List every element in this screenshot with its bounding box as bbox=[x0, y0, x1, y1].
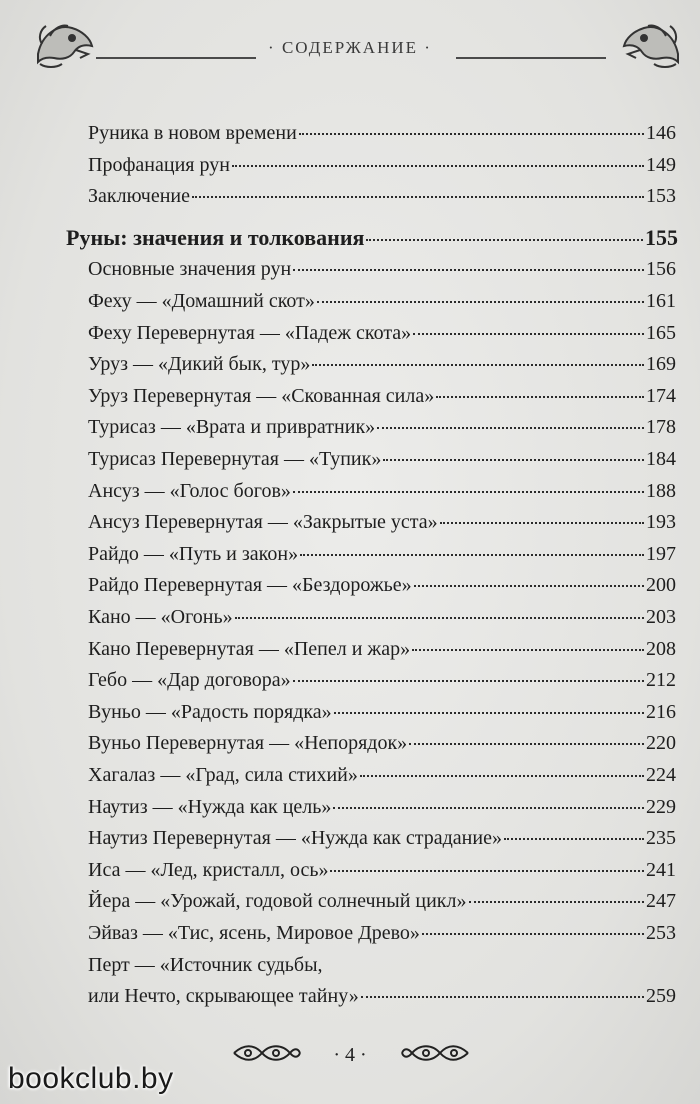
dot-leader bbox=[469, 901, 645, 903]
toc-entry-page: 149 bbox=[646, 153, 676, 176]
toc-entry-label: Кано — «Огонь» bbox=[88, 606, 233, 628]
dot-leader bbox=[413, 333, 644, 335]
toc-entry bbox=[88, 416, 676, 439]
toc-entry-page: 174 bbox=[646, 384, 676, 407]
header-dot: · bbox=[418, 38, 432, 57]
toc-entry-label: Феху — «Домашний скот» bbox=[88, 290, 315, 312]
toc-entry-page: 193 bbox=[646, 511, 676, 534]
toc-entry bbox=[88, 543, 676, 566]
toc-entry-label: Заключение bbox=[88, 185, 190, 208]
toc-entry-label: Ансуз Перевернутая — «Закрытые уста» bbox=[88, 511, 438, 534]
footer-dot: · bbox=[355, 1044, 367, 1066]
dot-leader bbox=[361, 996, 644, 998]
toc-entry-page: 247 bbox=[646, 890, 676, 913]
toc-entry-label: Райдо — «Путь и закон» bbox=[88, 542, 299, 565]
toc-entry-page: 156 bbox=[646, 258, 676, 281]
toc-entry-page: 155 bbox=[645, 224, 678, 250]
toc-entry-page: 212 bbox=[646, 669, 676, 692]
toc-entry-page: 229 bbox=[646, 795, 676, 818]
dot-leader bbox=[440, 522, 644, 524]
toc-entry-page: 197 bbox=[646, 542, 676, 565]
dot-leader bbox=[299, 133, 644, 135]
toc-entry bbox=[88, 353, 676, 376]
toc-entry bbox=[88, 290, 676, 313]
toc-entry-page: 259 bbox=[646, 985, 676, 1008]
toc-entry-page: 200 bbox=[646, 574, 676, 597]
toc-entry bbox=[88, 511, 676, 534]
toc-entry-label: Иса — «Лед, кристалл, ось» bbox=[88, 858, 329, 881]
toc-entry-page: 153 bbox=[646, 185, 676, 208]
toc-entry-page: 241 bbox=[646, 858, 676, 881]
dot-leader bbox=[317, 301, 644, 303]
dot-leader bbox=[360, 775, 644, 777]
watermark: bookclub.by bbox=[8, 1062, 174, 1095]
header-dot: · bbox=[268, 38, 282, 57]
toc-entry-label: Наутиз — «Нужда как цель» bbox=[88, 795, 332, 818]
toc-entry bbox=[88, 890, 676, 913]
toc-entry-page: 220 bbox=[646, 732, 676, 755]
toc-entry-label: Уруз Перевернутая — «Скованная сила» bbox=[88, 384, 435, 407]
toc-entry-label: Ансуз — «Голос богов» bbox=[88, 479, 291, 502]
page-number-value: 4 bbox=[345, 1044, 355, 1066]
dot-leader bbox=[293, 269, 644, 271]
dot-leader bbox=[414, 585, 644, 587]
toc-entry-page: 235 bbox=[646, 827, 676, 850]
toc-entry-page: 161 bbox=[646, 290, 676, 312]
toc-entry-label: Турисаз Перевернутая — «Тупик» bbox=[88, 448, 382, 470]
toc-entry-label: Йера — «Урожай, годовой солнечный цикл» bbox=[88, 890, 467, 913]
knot-ornament-icon bbox=[400, 1042, 470, 1064]
dot-leader bbox=[409, 743, 644, 745]
toc-entry-page: 178 bbox=[646, 416, 676, 439]
toc-entry-label: Турисаз — «Врата и привратник» bbox=[88, 416, 376, 439]
toc-entry-label: Вуньо Перевернутая — «Непорядок» bbox=[88, 732, 408, 755]
toc-entry bbox=[88, 827, 676, 850]
toc-entry-page: 203 bbox=[646, 606, 676, 628]
toc-entry bbox=[88, 796, 676, 819]
toc-entry-page: 169 bbox=[646, 353, 676, 376]
dot-leader bbox=[235, 617, 644, 619]
toc-entry-page: 216 bbox=[646, 700, 676, 723]
toc-entry-page: 184 bbox=[646, 448, 676, 470]
dot-leader bbox=[366, 239, 643, 241]
dot-leader bbox=[412, 649, 644, 651]
toc-entry bbox=[88, 480, 676, 503]
running-header bbox=[0, 38, 700, 58]
toc-entry bbox=[88, 732, 676, 755]
footer-dot: · bbox=[333, 1044, 345, 1066]
toc-entry bbox=[88, 154, 676, 177]
dot-leader bbox=[377, 427, 644, 429]
toc-entry-page: 224 bbox=[646, 764, 676, 786]
toc-entry bbox=[88, 859, 676, 882]
toc-entry-label: Гебо — «Дар договора» bbox=[88, 669, 291, 692]
dot-leader bbox=[312, 364, 644, 366]
dot-leader bbox=[436, 396, 644, 398]
toc-entry bbox=[88, 954, 676, 977]
toc-entry-label: Кано Перевернутая — «Пепел и жар» bbox=[88, 637, 411, 660]
toc-entry-page: 146 bbox=[646, 122, 676, 144]
dot-leader bbox=[192, 196, 644, 198]
toc-entry-label: Наутиз Перевернутая — «Нужда как страдание» bbox=[88, 827, 502, 850]
toc-section-heading bbox=[66, 225, 678, 251]
dot-leader bbox=[293, 680, 644, 682]
toc-entry-label: Хагалаз — «Град, сила стихий» bbox=[88, 764, 358, 786]
toc-entry-page: 208 bbox=[646, 637, 676, 660]
toc-entry bbox=[88, 985, 676, 1008]
toc-entry bbox=[88, 606, 676, 629]
toc-entry-label: Эйваз — «Тис, ясень, Мировое Древо» bbox=[88, 922, 420, 944]
toc-entry-page: 253 bbox=[646, 922, 676, 944]
toc-entry-label: Основные значения рун bbox=[88, 258, 292, 281]
toc-entry bbox=[88, 385, 676, 408]
dot-leader bbox=[330, 870, 644, 872]
toc-entry-label: Профанация рун bbox=[88, 153, 230, 176]
toc-entry bbox=[88, 701, 676, 724]
toc-entry bbox=[88, 322, 676, 345]
dot-leader bbox=[232, 165, 644, 167]
toc-entry-label: или Нечто, скрывающее тайну» bbox=[88, 985, 359, 1008]
dot-leader bbox=[293, 491, 644, 493]
toc-entry bbox=[88, 448, 676, 471]
dot-leader bbox=[504, 838, 644, 840]
toc-entry bbox=[88, 638, 676, 661]
toc-entry-label: Райдо Перевернутая — «Бездорожье» bbox=[88, 574, 412, 597]
toc-entry-label: Вуньо — «Радость порядка» bbox=[88, 700, 332, 723]
toc-entry bbox=[88, 574, 676, 597]
toc-entry-label: Уруз — «Дикий бык, тур» bbox=[88, 353, 311, 376]
toc-entry bbox=[88, 669, 676, 692]
toc-entry-page: 188 bbox=[646, 479, 676, 502]
dot-leader bbox=[300, 554, 644, 556]
dot-leader bbox=[334, 712, 644, 714]
toc-entry-label: Феху Перевернутая — «Падеж скота» bbox=[88, 321, 412, 344]
toc-entry bbox=[88, 122, 676, 145]
toc-entry bbox=[88, 764, 676, 787]
dot-leader bbox=[383, 459, 644, 461]
toc-entry-label: Перт — «Источник судьбы, bbox=[88, 953, 323, 976]
dot-leader bbox=[422, 933, 644, 935]
toc-entry bbox=[88, 258, 676, 281]
toc-entry-label: Руника в новом времени bbox=[88, 122, 297, 144]
toc-entry-label: Руны: значения и толкования bbox=[66, 224, 365, 250]
dot-leader bbox=[333, 807, 644, 809]
toc-entry bbox=[88, 185, 676, 208]
toc-entry bbox=[88, 922, 676, 945]
toc-entry-page: 165 bbox=[646, 321, 676, 344]
header-title: СОДЕРЖАНИЕ bbox=[281, 38, 419, 57]
